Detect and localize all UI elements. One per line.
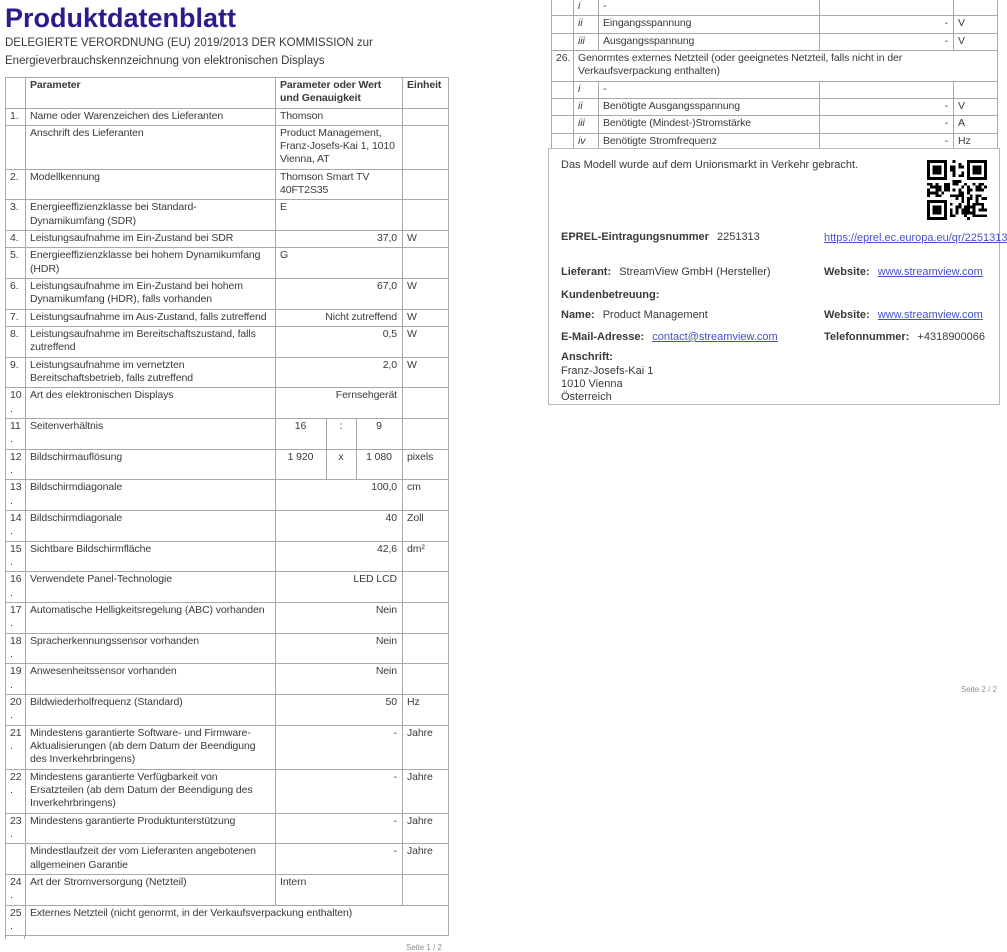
parameter-label-cell: Energieeffizienzklasse bei hohem Dynamikumfang (HDR) <box>26 248 276 279</box>
item-number-cell: 11. <box>6 419 26 450</box>
unit-cell: W <box>403 309 449 326</box>
page-1 <box>5 4 448 952</box>
unit-cell: Hz <box>403 694 449 725</box>
unit-cell <box>403 664 449 695</box>
value-cell: - <box>820 33 954 50</box>
item-number-cell: 20. <box>6 694 26 725</box>
website-label-2: Website: <box>824 309 870 321</box>
value-cell: - <box>276 844 403 875</box>
unit-cell <box>403 633 449 664</box>
value-cell: Nicht zutreffend <box>276 309 403 326</box>
name-label: Name: <box>561 309 595 321</box>
value-cell: - <box>820 133 954 150</box>
value-cell: - <box>820 116 954 133</box>
parameter-label-cell: Benötigte Stromfrequenz <box>599 133 820 150</box>
table-body-page1 <box>6 108 449 936</box>
table-row <box>552 16 998 33</box>
supplier-label: Lieferant: <box>561 266 612 278</box>
unit-cell <box>403 108 449 125</box>
value-cell: Nein <box>276 603 403 634</box>
roman-numeral-cell: iii <box>574 33 599 50</box>
unit-cell <box>403 388 449 419</box>
item-number-cell: 5. <box>6 248 26 279</box>
unit-cell <box>403 572 449 603</box>
table-row <box>6 388 449 419</box>
supplier-row <box>561 266 771 278</box>
value-cell: 100,0 <box>276 480 403 511</box>
unit-cell: Hz <box>954 133 998 150</box>
parameter-label-cell: Ausgangsspannung <box>599 33 820 50</box>
value-cell: Fernsehgerät <box>276 388 403 419</box>
unit-cell <box>403 169 449 200</box>
unit-cell: W <box>403 357 449 388</box>
market-statement: Das Modell wurde auf dem Unionsmarkt in Verkehr gebracht. <box>561 159 859 171</box>
table-row <box>6 769 449 813</box>
item-number-cell: 22. <box>6 769 26 813</box>
qr-code-icon <box>927 160 987 220</box>
unit-cell: Jahre <box>403 769 449 813</box>
item-number-cell <box>552 33 574 50</box>
parameter-label-cell: Leistungsaufnahme im Aus-Zustand, falls zutreffend <box>26 309 276 326</box>
table-row <box>552 50 998 81</box>
value-cell: Product Management, Franz-Josefs-Kai 1, 1010 Vienna, AT <box>276 125 403 169</box>
item-number-cell: 1. <box>6 108 26 125</box>
unit-cell <box>403 200 449 231</box>
value-cell: 16 <box>276 419 327 450</box>
table-row <box>552 81 998 98</box>
parameter-label-cell: Seitenverhältnis <box>26 419 276 450</box>
item-number-cell <box>552 116 574 133</box>
parameter-label-cell: Anschrift des Lieferanten <box>26 125 276 169</box>
parameter-label-cell: Mindestens garantierte Produktunterstützung <box>26 813 276 844</box>
item-number-cell: 7. <box>6 309 26 326</box>
value-cell: Thomson <box>276 108 403 125</box>
roman-numeral-cell: ii <box>574 16 599 33</box>
parameter-label-cell: Verwendete Panel-Technologie <box>26 572 276 603</box>
item-number-cell: 18. <box>6 633 26 664</box>
item-number-cell: 14. <box>6 511 26 542</box>
website-row-1 <box>824 266 983 278</box>
table-body-page2 <box>552 0 998 150</box>
table-row <box>552 116 998 133</box>
value-cell: 9 <box>357 419 403 450</box>
table-row <box>6 905 449 936</box>
table-row <box>6 541 449 572</box>
value-cell: E <box>276 200 403 231</box>
value-cell: 37,0 <box>276 231 403 248</box>
parameter-label-cell: Eingangsspannung <box>599 16 820 33</box>
table-row <box>6 279 449 310</box>
roman-numeral-cell: i <box>574 81 599 98</box>
unit-cell: A <box>954 116 998 133</box>
roman-numeral-cell: iii <box>574 116 599 133</box>
table-row <box>6 572 449 603</box>
item-number-cell: 15. <box>6 541 26 572</box>
value-cell: - <box>276 813 403 844</box>
phone-label: Telefonnummer: <box>824 331 910 343</box>
table-row <box>6 694 449 725</box>
table-row <box>6 449 449 480</box>
parameter-label-cell: Benötigte Ausgangsspannung <box>599 98 820 115</box>
item-number-cell: 25. <box>6 905 26 936</box>
unit-cell: Zoll <box>403 511 449 542</box>
eprel-row <box>561 231 760 243</box>
item-number-cell <box>552 81 574 98</box>
value-cell: 1 920 <box>276 449 327 480</box>
parameter-header-cell: Parameter <box>26 77 276 108</box>
supplier-info-box <box>548 148 1007 405</box>
website-link-1[interactable]: www.streamview.com <box>877 266 983 278</box>
phone-row <box>824 331 985 343</box>
email-label: E-Mail-Adresse: <box>561 331 645 343</box>
email-link[interactable]: contact@streamview.com <box>652 331 778 343</box>
value-cell <box>820 81 954 98</box>
address-line: Österreich <box>561 391 612 403</box>
parameter-label-cell: Benötigte (Mindest-)Stromstärke <box>599 116 820 133</box>
item-number-cell: 19. <box>6 664 26 695</box>
parameter-label-cell: Mindestlaufzeit der vom Lieferanten angebotenen allgemeinen Garantie <box>26 844 276 875</box>
parameter-label-cell: - <box>599 0 820 16</box>
value-cell: Nein <box>276 633 403 664</box>
roman-numeral-cell: i <box>574 0 599 16</box>
value-cell: - <box>820 16 954 33</box>
support-heading: Kundenbetreuung: <box>561 289 660 301</box>
parameter-table-page1 <box>5 77 449 936</box>
item-number-cell: 12. <box>6 449 26 480</box>
parameter-label-cell: Leistungsaufnahme im Bereitschaftszustand, falls zutreffend <box>26 327 276 358</box>
value-cell: 42,6 <box>276 541 403 572</box>
table-row <box>6 633 449 664</box>
unit-cell: V <box>954 98 998 115</box>
supplier-value: StreamView GmbH (Hersteller) <box>619 266 771 278</box>
unit-cell <box>403 125 449 169</box>
page-subtitle: DELEGIERTE VERORDNUNG (EU) 2019/2013 DER KOMMISSION zur Energieverbrauchskennzeichnung von elektronischen Displays <box>5 37 373 67</box>
item-number-cell <box>552 98 574 115</box>
item-number-cell: 17. <box>6 603 26 634</box>
page1-footer: Seite 1 / 2 <box>405 943 442 952</box>
parameter-label-cell: Leistungsaufnahme im vernetzten Bereitschaftsbetrieb, falls zutreffend <box>26 357 276 388</box>
parameter-table-page2 <box>551 0 998 151</box>
item-number-cell: 4. <box>6 231 26 248</box>
unit-cell: W <box>403 231 449 248</box>
unit-cell: pixels <box>403 449 449 480</box>
unit-cell <box>954 0 998 16</box>
unit-cell: W <box>403 279 449 310</box>
parameter-label-cell: Spracherkennungssensor vorhanden <box>26 633 276 664</box>
value-cell: Intern <box>276 874 403 905</box>
value-separator-cell: : <box>327 419 357 450</box>
page-title: Produktdatenblatt <box>5 3 237 33</box>
value-cell <box>820 0 954 16</box>
value-cell: Thomson Smart TV 40FT2S35 <box>276 169 403 200</box>
table-row <box>6 357 449 388</box>
unit-header-cell: Einheit <box>403 77 449 108</box>
item-number-cell: 24. <box>6 874 26 905</box>
unit-cell <box>954 81 998 98</box>
parameter-label-cell: Modellkennung <box>26 169 276 200</box>
parameter-label-cell: Energieeffizienzklasse bei Standard-Dynamikumfang (SDR) <box>26 200 276 231</box>
table-row <box>552 98 998 115</box>
eprel-link[interactable]: https://eprel.ec.europa.eu/qr/2251313 <box>824 232 1007 244</box>
unit-cell: V <box>954 16 998 33</box>
item-number-cell: 2. <box>6 169 26 200</box>
table-row <box>6 309 449 326</box>
table-row <box>6 511 449 542</box>
parameter-label-cell: Genormtes externes Netzteil (oder geeignetes Netzteil, falls nicht in der Verkaufsverpackung enthalten) <box>574 50 998 81</box>
website-link-2[interactable]: www.streamview.com <box>877 309 983 321</box>
unit-cell: Jahre <box>403 813 449 844</box>
value-cell: 40 <box>276 511 403 542</box>
item-number-cell: 16. <box>6 572 26 603</box>
parameter-label-cell: Leistungsaufnahme im Ein-Zustand bei hohem Dynamikumfang (HDR), falls vorhanden <box>26 279 276 310</box>
value-cell: 0,5 <box>276 327 403 358</box>
contact-name-row <box>561 309 708 321</box>
page2-footer: Seite 2 / 2 <box>960 685 997 694</box>
unit-cell: cm <box>403 480 449 511</box>
unit-cell <box>403 248 449 279</box>
item-number-cell <box>552 16 574 33</box>
parameter-label-cell: Leistungsaufnahme im Ein-Zustand bei SDR <box>26 231 276 248</box>
item-number-cell: 8. <box>6 327 26 358</box>
value-cell: G <box>276 248 403 279</box>
table-row <box>6 125 449 169</box>
eprel-number: 2251313 <box>716 231 760 243</box>
website-label: Website: <box>824 266 870 278</box>
item-number-cell: 26. <box>552 50 574 81</box>
table-row <box>6 231 449 248</box>
item-number-cell <box>6 844 26 875</box>
table-row <box>6 108 449 125</box>
table-row <box>6 327 449 358</box>
unit-cell: Jahre <box>403 844 449 875</box>
item-number-cell: 21. <box>6 725 26 769</box>
item-number-cell: 23. <box>6 813 26 844</box>
table-header-row <box>6 77 449 108</box>
item-number-cell: 13. <box>6 480 26 511</box>
table-row <box>6 480 449 511</box>
value-cell: - <box>820 98 954 115</box>
table-row <box>6 200 449 231</box>
address-line: 1010 Vienna <box>561 378 623 390</box>
value-cell: Nein <box>276 664 403 695</box>
email-row <box>561 331 778 343</box>
unit-cell <box>403 874 449 905</box>
unit-cell: V <box>954 33 998 50</box>
table-row <box>6 664 449 695</box>
parameter-label-cell: Automatische Helligkeitsregelung (ABC) vorhanden <box>26 603 276 634</box>
item-number-cell <box>6 125 26 169</box>
page-break-table-continuation <box>5 936 25 939</box>
item-number-cell: 10. <box>6 388 26 419</box>
eprel-label: EPREL-Eintragungsnummer <box>561 231 709 243</box>
name-value: Product Management <box>602 309 708 321</box>
address-label: Anschrift: <box>561 351 613 363</box>
unit-cell: W <box>403 327 449 358</box>
parameter-label-cell: Bildschirmdiagonale <box>26 511 276 542</box>
value-cell: 50 <box>276 694 403 725</box>
table-row <box>6 169 449 200</box>
value-cell: 67,0 <box>276 279 403 310</box>
table-row <box>6 813 449 844</box>
parameter-label-cell: Mindestens garantierte Software- und Firmware-Aktualisierungen (ab dem Datum der Beendigung des Inverkehrbringens) <box>26 725 276 769</box>
parameter-label-cell: Bildwiederholfrequenz (Standard) <box>26 694 276 725</box>
parameter-label-cell: Art des elektronischen Displays <box>26 388 276 419</box>
unit-cell: Jahre <box>403 725 449 769</box>
roman-numeral-cell: iv <box>574 133 599 150</box>
parameter-label-cell: Name oder Warenzeichen des Lieferanten <box>26 108 276 125</box>
value-separator-cell: x <box>327 449 357 480</box>
roman-numeral-cell: ii <box>574 98 599 115</box>
table-row <box>6 844 449 875</box>
item-number-cell: 9. <box>6 357 26 388</box>
table-row <box>6 419 449 450</box>
item-number-header-cell <box>6 77 26 108</box>
website-row-2 <box>824 309 983 321</box>
parameter-label-cell: Bildschirmdiagonale <box>26 480 276 511</box>
value-cell: 1 080 <box>357 449 403 480</box>
value-cell: LED LCD <box>276 572 403 603</box>
table-row <box>552 33 998 50</box>
parameter-label-cell: - <box>599 81 820 98</box>
value-cell: - <box>276 769 403 813</box>
unit-cell <box>403 419 449 450</box>
table-row <box>6 874 449 905</box>
table-row <box>6 725 449 769</box>
item-number-cell: 6. <box>6 279 26 310</box>
parameter-label-cell: Externes Netzteil (nicht genormt, in der Verkaufsverpackung enthalten) <box>26 905 449 936</box>
address-line: Franz-Josefs-Kai 1 <box>561 365 654 377</box>
parameter-label-cell: Anwesenheitssensor vorhanden <box>26 664 276 695</box>
table-row <box>6 603 449 634</box>
value-header-cell: Parameter oder Wert und Genauigkeit <box>276 77 403 108</box>
item-number-cell: 3. <box>6 200 26 231</box>
phone-value: +4318900066 <box>917 331 986 343</box>
unit-cell: dm² <box>403 541 449 572</box>
table-row <box>552 0 998 16</box>
value-cell: 2,0 <box>276 357 403 388</box>
value-cell: - <box>276 725 403 769</box>
parameter-label-cell: Art der Stromversorgung (Netzteil) <box>26 874 276 905</box>
parameter-label-cell: Bildschirmauflösung <box>26 449 276 480</box>
table-row <box>6 248 449 279</box>
unit-cell <box>403 603 449 634</box>
parameter-label-cell: Sichtbare Bildschirmfläche <box>26 541 276 572</box>
item-number-cell <box>552 0 574 16</box>
parameter-label-cell: Mindestens garantierte Verfügbarkeit von Ersatzteilen (ab dem Datum der Beendigung des Inverkehrbringens) <box>26 769 276 813</box>
